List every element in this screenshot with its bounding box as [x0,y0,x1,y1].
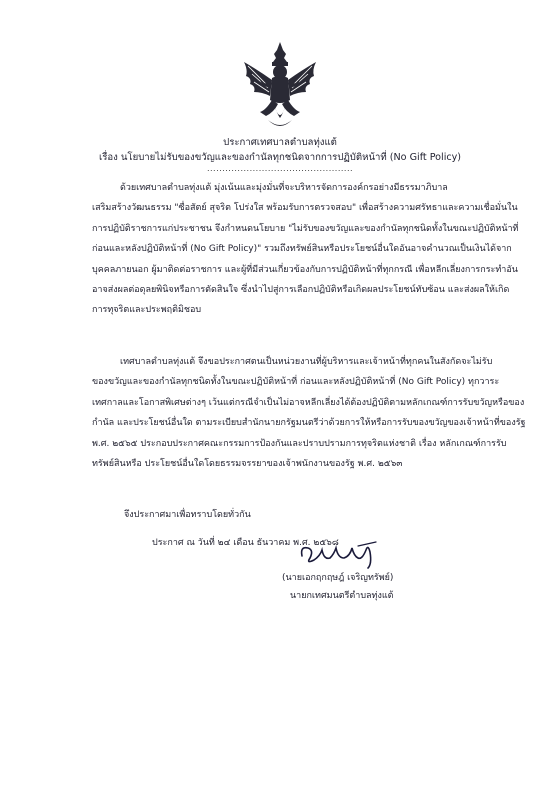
paragraph-line: บุคคลภายนอก ผู้มาติดต่อราชการ และผู้ที่มีส่วนเกี่ยวข้องกับการปฏิบัติหน้าที่ทุกกรณี เพื่อหลีกเลี่ยงการกระทำอัน [92,264,518,275]
paragraph-line: ทรัพย์สินหรือ ประโยชน์อื่นใดโดยธรรมจรรยาของเจ้าพนักงานของรัฐ พ.ศ. ๒๕๖๓ [92,459,403,470]
paragraph-line: ของขวัญและของกำนัลทุกชนิดทั้งในขณะปฏิบัติหน้าที่ ก่อนและหลังปฏิบัติหน้าที่ (No Gift Policy) ทุกวาระ [92,377,500,388]
body-paragraph-1 [92,178,519,321]
document-subject: เรื่อง นโยบายไม่รับของขวัญและของกำนัลทุกชนิดจากการปฏิบัติหน้าที่ (No Gift Policy) [98,152,462,163]
announcement-date: ประกาศ ณ วันที่ ๒๔ เดือน ธันวาคม พ.ศ. ๒๕๖๘ [152,538,339,548]
paragraph-line: ด้วยเทศบาลตำบลทุ่งแต้ มุ่งเน้นและมุ่งมั่นที่จะบริหารจัดการองค์กรอย่างมีธรรมาภิบาล [120,183,448,193]
handwritten-signature [296,536,382,570]
paragraph-line: การทุจริตและประพฤติมิชอบ [92,305,202,316]
garuda-emblem-icon [236,40,324,132]
body-paragraph-2 [92,352,526,474]
paragraph-line: เทศกาลและโอกาสพิเศษต่างๆ เว้นแต่กรณีจำเป็นไม่อาจหลีกเลี่ยงได้ต้องปฏิบัติตามหลักเกณฑ์การรับขวัญหรือของ [92,397,525,408]
separator-line: ................................................ [206,164,354,173]
signer-position: นายกเทศมนตรีตำบลทุ่งแต้ [290,591,394,601]
paragraph-line: ก่อนและหลังปฏิบัติหน้าที่ (No Gift Policy)" รวมถึงทรัพย์สินหรือประโยชน์อื่นใดอันอาจคำนวณเป็นเงินได้จาก [92,244,512,255]
paragraph-line: เทศบาลตำบลทุ่งแต้ จึงขอประกาศตนเป็นหน่วยงานที่ผู้บริหารและเจ้าหน้าที่ทุกคนในสังกัดจะไม่รับ [120,357,493,367]
paragraph-line: พ.ศ. ๒๕๖๕ ประกอบประกาศคณะกรรมการป้องกันและปราบปรามการทุจริตแห่งชาติ เรื่อง หลักเกณฑ์การรับ [92,438,507,449]
announcement-text: จึงประกาศมาเพื่อทราบโดยทั่วกัน [124,510,251,520]
paragraph-line: เสริมสร้างวัฒนธรรม "ซื่อสัตย์ สุจริต โปร่งใส พร้อมรับการตรวจสอบ" เพื่อสร้างความศรัทธาและความเชื่อมั่นใน [92,203,518,214]
paragraph-line: การปฏิบัติราชการแก่ประชาชน จึงกำหนดนโยบาย "ไม่รับของขวัญและของกำนัลทุกชนิดทั้งในขณะปฏิบัติหน้าที่ [92,223,519,234]
signer-name: (นายเอกฤกฤษฎ์ เจริญทรัพย์) [282,573,394,583]
paragraph-line: กำนัล และประโยชน์อื่นใด ตามระเบียบสำนักนายกรัฐมนตรีว่าด้วยการให้หรือการรับของขวัญของเจ้าหน้าที่ของรัฐ [92,418,526,429]
document-title: ประกาศเทศบาลตำบลทุ่งแต้ [223,137,337,148]
paragraph-line: อาจส่งผลต่อดุลยพินิจหรือการตัดสินใจ ซึ่งนำไปสู่การเลือกปฏิบัติหรือเกิดผลประโยชน์ทับซ้อน และส่งผลให้เกิด [92,285,510,296]
